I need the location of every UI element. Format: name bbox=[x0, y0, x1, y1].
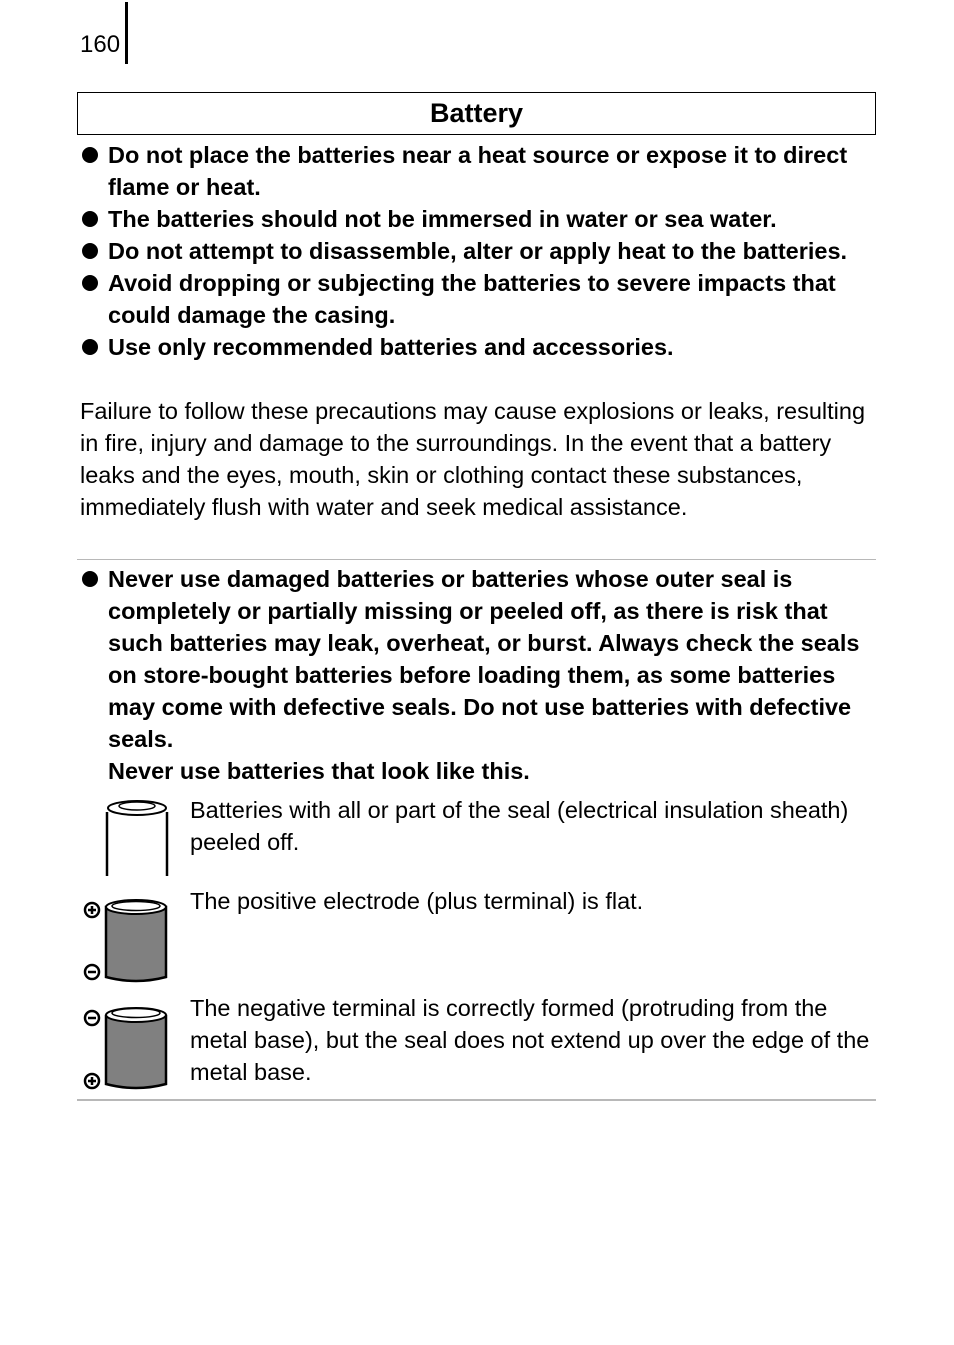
list-item-text: Never use damaged batteries or batteries whose outer seal is completely or partially missing or peeled off, as there is risk that such batteries may leak, overheat, or burst. Always check the seals on store-bought batteries before loading them, as some batteries may come with defective seals. Do not use batteries with defective seals. bbox=[108, 566, 860, 752]
list-item bbox=[80, 331, 870, 363]
list-item-text: Do not place the batteries near a heat source or expose it to direct flame or heat. bbox=[108, 142, 848, 200]
example-description: The positive electrode (plus terminal) is flat. bbox=[190, 888, 644, 914]
list-item bbox=[80, 267, 870, 331]
section-divider bbox=[77, 559, 876, 560]
example-description: Batteries with all or part of the seal (electrical insulation sheath) peeled off. bbox=[190, 797, 849, 855]
bullet-icon bbox=[82, 275, 98, 291]
battery-peeled-seal-icon bbox=[80, 794, 180, 884]
page-number: 160 bbox=[80, 31, 121, 58]
list-item bbox=[80, 203, 870, 235]
warning-paragraph: Failure to follow these precautions may cause explosions or leaks, resulting in fire, injury and damage to the surroundings. In the event that a battery leaks and the eyes, mouth, skin or clothing contact these substances, immediately flush with water and seek medical assistance. bbox=[80, 398, 866, 520]
list-item-text: Do not attempt to disassemble, alter or apply heat to the batteries. bbox=[108, 238, 848, 264]
list-item bbox=[80, 563, 870, 787]
bullet-icon bbox=[82, 147, 98, 163]
precaution-list bbox=[80, 139, 870, 363]
example-flat-positive bbox=[80, 885, 875, 985]
damaged-battery-list bbox=[80, 563, 870, 787]
bullet-icon bbox=[82, 243, 98, 259]
list-item bbox=[80, 235, 870, 267]
list-item bbox=[80, 139, 870, 203]
section-title: Battery bbox=[77, 92, 876, 135]
list-item-text: Avoid dropping or subjecting the batteries to severe impacts that could damage the casing. bbox=[108, 270, 836, 328]
battery-flat-positive-icon bbox=[80, 885, 180, 985]
bullet-icon bbox=[82, 211, 98, 227]
example-description: The negative terminal is correctly formed (protruding from the metal base), but the seal does not extend up over the edge of the metal base. bbox=[190, 995, 870, 1085]
page-number-rule bbox=[125, 2, 128, 64]
list-item-text: The batteries should not be immersed in water or sea water. bbox=[108, 206, 777, 232]
section-divider bbox=[77, 1099, 876, 1101]
bullet-icon bbox=[82, 339, 98, 355]
list-item-subtext: Never use batteries that look like this. bbox=[108, 758, 530, 784]
bullet-icon bbox=[82, 571, 98, 587]
example-peeled-seal bbox=[80, 794, 875, 884]
list-item-text: Use only recommended batteries and accessories. bbox=[108, 334, 674, 360]
example-short-seal bbox=[80, 992, 875, 1092]
battery-short-seal-icon bbox=[80, 992, 180, 1092]
